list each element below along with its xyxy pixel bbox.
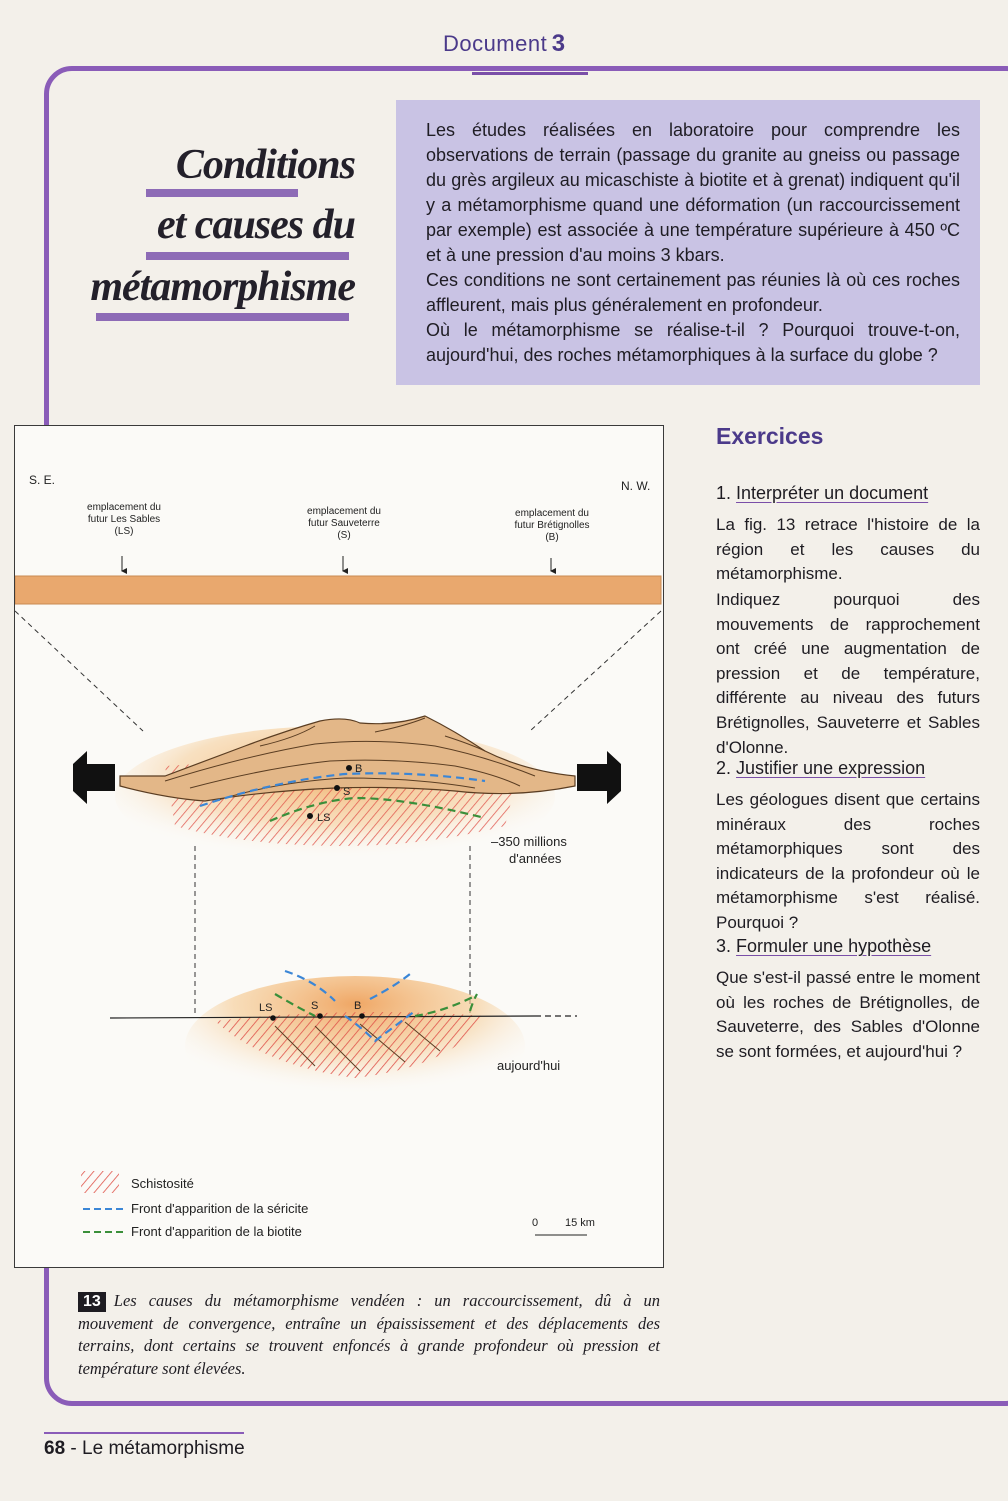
question-1-text-2: Indiquez pourquoi des mouvements de rapprochement ont créé une augmentation de pression et de température, différente au niveau des futurs Brétignolles, Sauveterre et Sables d'Olonne. xyxy=(716,590,980,757)
chapter-name: Le métamorphisme xyxy=(82,1438,245,1459)
scale-zero: 0 xyxy=(532,1217,539,1229)
point-ls-today xyxy=(270,1015,276,1021)
document-label: Document xyxy=(442,31,548,56)
intro-paragraph-1: Les études réalisées en laboratoire pour comprendre les observations de terrain (passage du granite au gneiss ou passage du grès argileux au micaschiste à biotite et à grenat) indiquent qu'il y a métamorphisme quand une déformation (un raccourcissement par exemple) est associée à une température supérieure à 450 ºC et à une pression d'au moins 3 kbars. xyxy=(426,120,960,265)
question-3-heading xyxy=(716,936,931,957)
intro-paragraph-2: Ces conditions ne sont certainement pas réunies là où ces roches affleurent, mais plus généralement en profondeur. xyxy=(426,270,960,315)
question-1-number: 1. xyxy=(716,483,732,503)
question-1-text-1: La fig. 13 retrace l'histoire de la région et les causes du métamorphisme. xyxy=(716,515,980,584)
point-ls-today-label: LS xyxy=(259,1002,273,1014)
location-s-line: futur Sauveterre xyxy=(308,518,380,529)
question-3-number: 3. xyxy=(716,936,732,956)
age-label-line-1: –350 millions xyxy=(491,834,567,849)
figure-number: 13 xyxy=(78,1292,106,1312)
title-rule xyxy=(146,189,298,197)
title-rule xyxy=(96,313,349,321)
title-line-1: Conditions xyxy=(175,142,355,188)
page-footer xyxy=(44,1438,245,1460)
question-2-text: Les géologues disent que certains minéraux des roches métamorphiques sont des indicateurs de la profondeur où le métamorphisme s'est réalisé. Pourquoi ? xyxy=(716,790,980,932)
page-number: 68 xyxy=(44,1438,66,1459)
footer-separator: - xyxy=(70,1438,77,1459)
location-ls-line: emplacement du xyxy=(87,502,161,513)
location-s-line: emplacement du xyxy=(307,506,381,517)
point-b-label: B xyxy=(355,763,363,775)
location-b-line: futur Brétignolles xyxy=(514,520,590,531)
right-convergence-arrow xyxy=(577,751,621,804)
point-b-today-label: B xyxy=(354,1000,362,1012)
question-2-title: Justifier une expression xyxy=(736,758,926,778)
figure-13 xyxy=(14,425,664,1268)
question-3-title: Formuler une hypothèse xyxy=(736,936,932,956)
figure-caption xyxy=(78,1290,660,1380)
question-3-text: Que s'est-il passé entre le moment où les roches de Brétignolles, de Sauveterre, des Sables d'Olonne se sont formées, et aujourd'hui ? xyxy=(716,968,980,1061)
location-ls-line: (LS) xyxy=(114,526,134,537)
nw-label: N. W. xyxy=(621,479,651,493)
se-label: S. E. xyxy=(29,473,56,487)
document-header xyxy=(0,30,1008,58)
legend-biotite: Front d'apparition de la biotite xyxy=(131,1224,302,1239)
left-convergence-arrow xyxy=(73,751,115,804)
legend-schisto-swatch xyxy=(81,1171,119,1193)
point-s-label: S xyxy=(343,786,351,798)
question-1-title: Interpréter un document xyxy=(736,483,929,503)
location-b-line: (B) xyxy=(545,532,559,543)
point-s-today-label: S xyxy=(311,1000,319,1012)
point-ls-past xyxy=(307,813,313,819)
location-ls-line: futur Les Sables xyxy=(87,514,161,525)
intro-paragraph-3: Où le métamorphisme se réalise-t-il ? Pourquoi trouve-t-on, aujourd'hui, des roches métamorphiques à la surface du globe ? xyxy=(426,320,960,365)
legend-schistosity: Schistosité xyxy=(131,1176,194,1191)
location-s-line: (S) xyxy=(337,530,351,541)
question-2-number: 2. xyxy=(716,758,732,778)
title-rule xyxy=(146,252,349,260)
point-b-past xyxy=(346,765,352,771)
title-line-2: et causes du xyxy=(157,202,355,248)
age-label-line-2: d'années xyxy=(509,851,562,866)
question-2-heading xyxy=(716,758,925,779)
title-block xyxy=(90,135,355,335)
sediment-layer xyxy=(15,576,661,604)
footer-rule xyxy=(44,1432,244,1434)
point-s-today xyxy=(317,1013,323,1019)
point-b-today xyxy=(359,1013,365,1019)
caption-text: Les causes du métamorphisme vendéen : un raccourcissement, dû à un mouvement de convergence, entraîne un épaississement et des déplacements des terrains, dont certains se trouvent enfoncés à grande profondeur où pression et température sont élevées. xyxy=(78,1291,660,1378)
scale-15km: 15 km xyxy=(565,1217,595,1229)
point-ls-label: LS xyxy=(317,812,331,824)
today-label: aujourd'hui xyxy=(497,1058,561,1073)
question-1-heading xyxy=(716,483,928,504)
intro-box xyxy=(396,100,980,385)
legend-sericite: Front d'apparition de la séricite xyxy=(131,1201,309,1216)
exercises-title: Exercices xyxy=(716,423,824,449)
location-b-line: emplacement du xyxy=(515,508,589,519)
point-s-past xyxy=(334,785,340,791)
title-line-3: métamorphisme xyxy=(90,264,355,310)
document-number: 3 xyxy=(551,30,566,57)
